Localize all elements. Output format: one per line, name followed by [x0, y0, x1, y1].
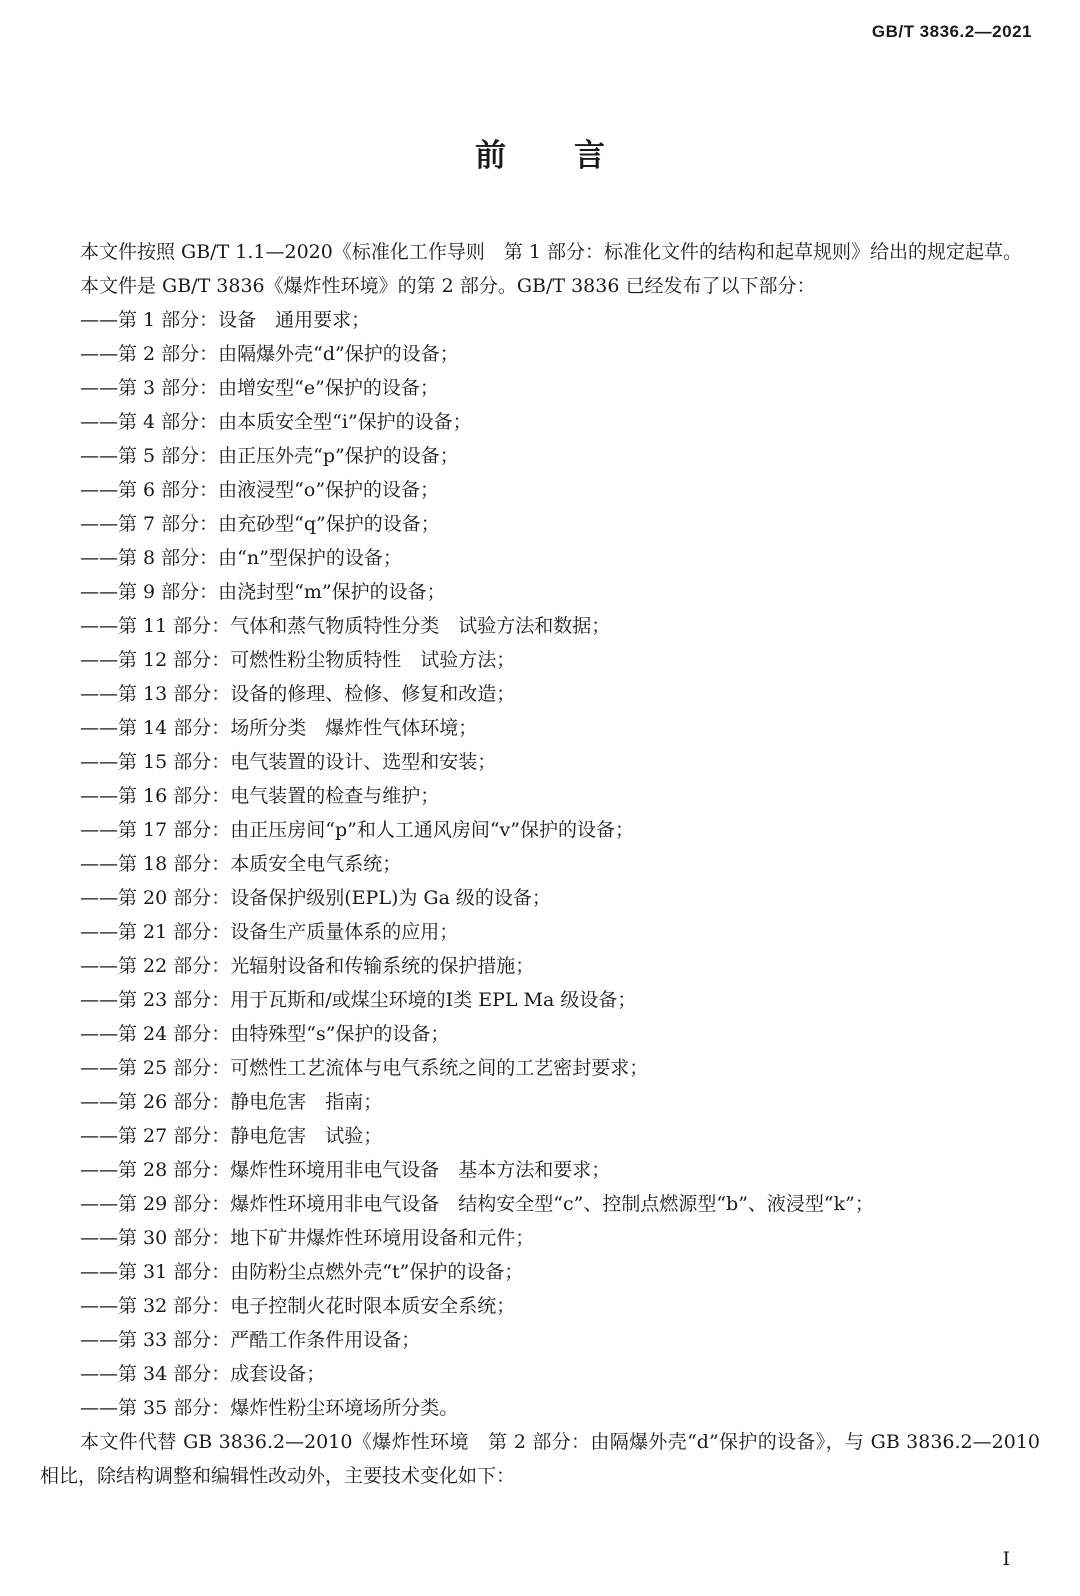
list-item: ——第 11 部分：气体和蒸气物质特性分类 试验方法和数据； — [80, 615, 611, 637]
paragraph-drafting-rules: 本文件按照 GB/T 1.1—2020《标准化工作导则 第 1 部分：标准化文件的结构和起草规则》给出的规定起草。 — [80, 241, 1023, 263]
list-item: ——第 22 部分：光辐射设备和传输系统的保护措施； — [80, 955, 535, 977]
list-item: ——第 15 部分：电气装置的设计、选型和安装； — [80, 751, 497, 773]
list-item: ——第 21 部分：设备生产质量体系的应用； — [80, 921, 459, 943]
list-item: ——第 2 部分：由隔爆外壳“d”保护的设备； — [80, 343, 459, 365]
document-body — [40, 235, 1040, 1493]
list-item: ——第 35 部分：爆炸性粉尘环境场所分类。 — [80, 1397, 459, 1419]
parts-list — [40, 303, 1040, 1425]
list-item: ——第 23 部分：用于瓦斯和/或煤尘环境的Ⅰ类 EPL Ma 级设备； — [80, 989, 637, 1011]
list-item: ——第 20 部分：设备保护级别(EPL)为 Ga 级的设备； — [80, 887, 551, 909]
paragraph-replacement: 本文件代替 GB 3836.2—2010《爆炸性环境 第 2 部分：由隔爆外壳“d”保护的设备》，与 GB 3836.2—2010 相比，除结构调整和编辑性改动外，主要技术变化如下： — [40, 1431, 1040, 1487]
list-item: ——第 30 部分：地下矿井爆炸性环境用设备和元件； — [80, 1227, 535, 1249]
list-item: ——第 12 部分：可燃性粉尘物质特性 试验方法； — [80, 649, 516, 671]
page-number: Ⅰ — [1002, 1548, 1010, 1570]
list-item: ——第 31 部分：由防粉尘点燃外壳“t”保护的设备； — [80, 1261, 524, 1283]
list-item: ——第 26 部分：静电危害 指南； — [80, 1091, 383, 1113]
list-item: ——第 8 部分：由“n”型保护的设备； — [80, 547, 402, 569]
document-header-code: GB/T 3836.2—2021 — [871, 22, 1032, 41]
list-item: ——第 27 部分：静电危害 试验； — [80, 1125, 383, 1147]
list-item: ——第 3 部分：由增安型“e”保护的设备； — [80, 377, 439, 399]
list-item: ——第 5 部分：由正压外壳“p”保护的设备； — [80, 445, 459, 467]
list-item: ——第 29 部分：爆炸性环境用非电气设备 结构安全型“c”、控制点燃源型“b”、液浸型“k”； — [80, 1193, 874, 1215]
list-item: ——第 28 部分：爆炸性环境用非电气设备 基本方法和要求； — [80, 1159, 611, 1181]
list-item: ——第 18 部分：本质安全电气系统； — [80, 853, 402, 875]
list-item: ——第 34 部分：成套设备； — [80, 1363, 326, 1385]
list-item: ——第 13 部分：设备的修理、检修、修复和改造； — [80, 683, 516, 705]
list-item: ——第 24 部分：由特殊型“s”保护的设备； — [80, 1023, 450, 1045]
page-title: 前言 — [475, 138, 673, 174]
list-item: ——第 7 部分：由充砂型“q”保护的设备； — [80, 513, 440, 535]
list-item: ——第 6 部分：由液浸型“o”保护的设备； — [80, 479, 440, 501]
list-item: ——第 4 部分：由本质安全型“i”保护的设备； — [80, 411, 472, 433]
list-item: ——第 9 部分：由浇封型“m”保护的设备； — [80, 581, 446, 603]
paragraph-series-intro: 本文件是 GB/T 3836《爆炸性环境》的第 2 部分。GB/T 3836 已经发布了以下部分： — [80, 275, 816, 297]
list-item: ——第 16 部分：电气装置的检查与维护； — [80, 785, 440, 807]
list-item: ——第 1 部分：设备 通用要求； — [80, 309, 371, 331]
list-item: ——第 33 部分：严酷工作条件用设备； — [80, 1329, 421, 1351]
list-item: ——第 17 部分：由正压房间“p”和人工通风房间“v”保护的设备； — [80, 819, 635, 841]
list-item: ——第 14 部分：场所分类 爆炸性气体环境； — [80, 717, 478, 739]
list-item: ——第 25 部分：可燃性工艺流体与电气系统之间的工艺密封要求； — [80, 1057, 649, 1079]
list-item: ——第 32 部分：电子控制火花时限本质安全系统； — [80, 1295, 516, 1317]
